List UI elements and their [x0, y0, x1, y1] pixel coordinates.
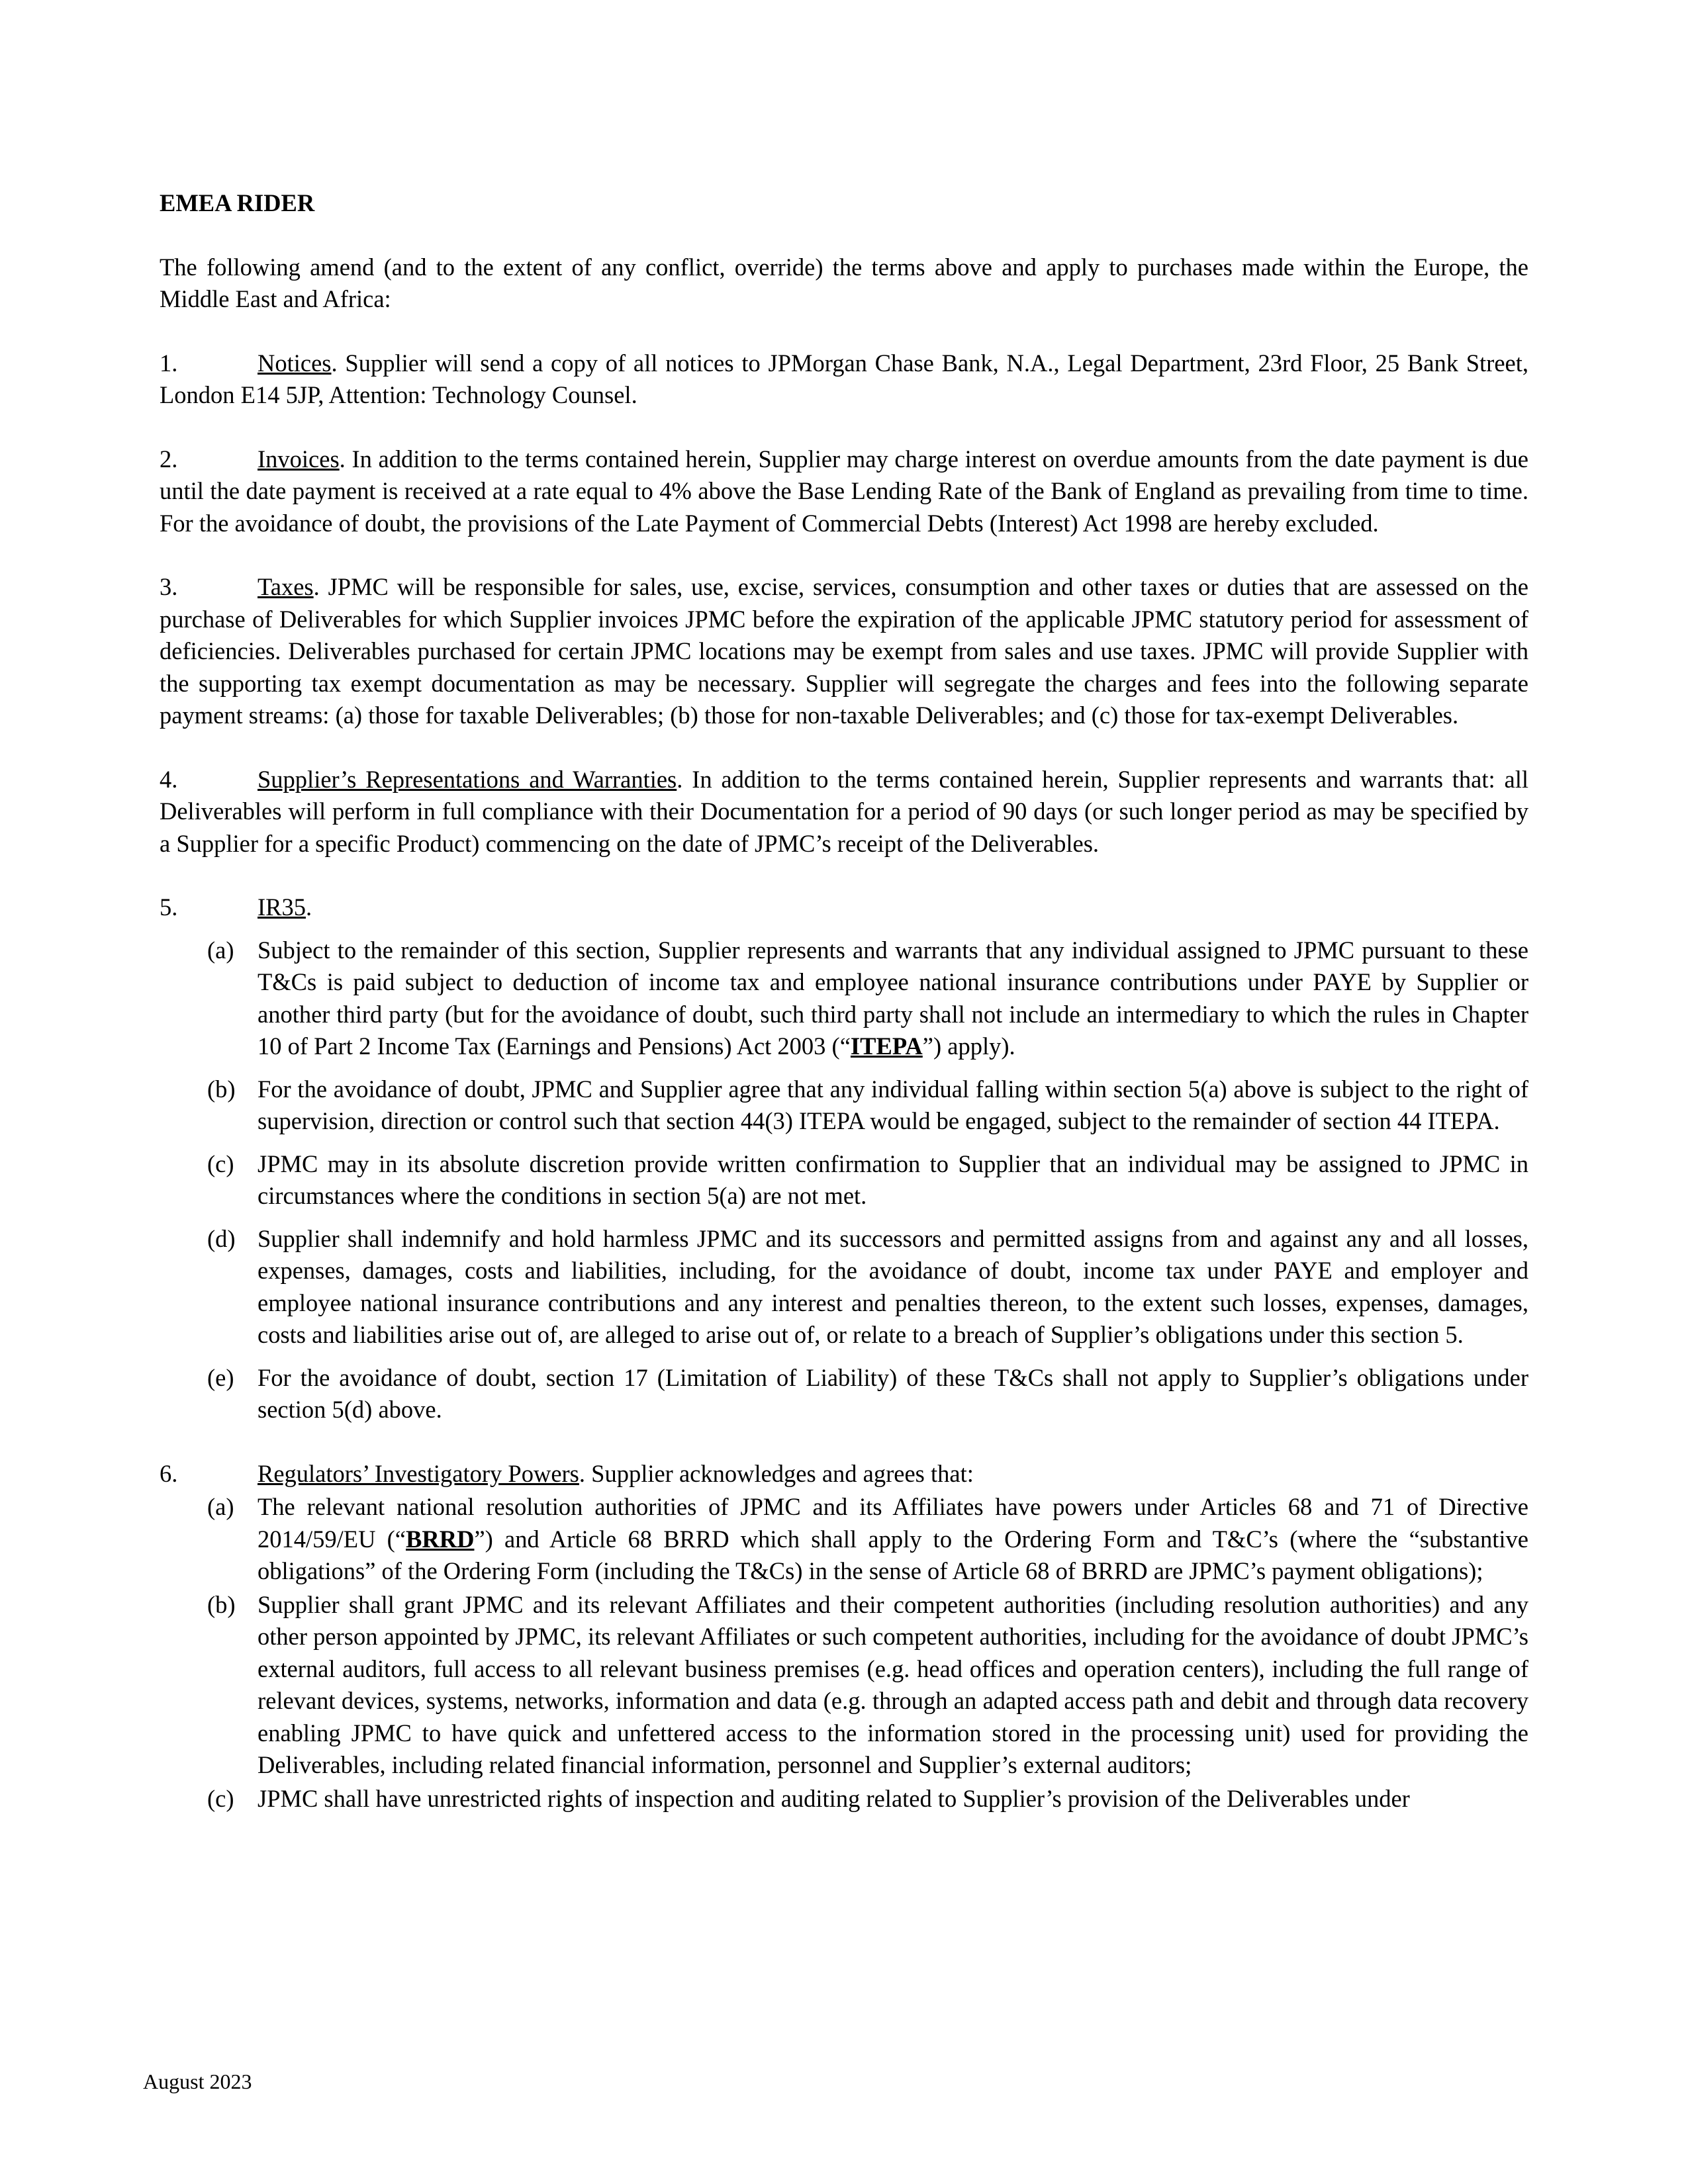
subsection-label: (a) [207, 936, 234, 964]
section-text: . Supplier acknowledges and agrees that: [579, 1459, 974, 1487]
section-heading: Invoices [258, 445, 340, 473]
section-number: 3. [160, 573, 178, 600]
section-4-warranties [160, 764, 1528, 860]
section-number: 1. [160, 349, 178, 377]
section-3-taxes [160, 571, 1528, 732]
section-text: . In addition to the terms contained herein, Supplier represents and warrants that: all Deliverables will perform in full compliance with their Documentation for a period of 90 days (or such longer period as may be specified by a Supplier for a specific Product) commencing on the date of JPMC’s receipt of the Deliverables. [160, 765, 1528, 857]
section-heading: Supplier’s Representations and Warranties [258, 765, 677, 793]
subsection-text: Supplier shall grant JPMC and its relevant Affiliates and their competent authorities (including resolution authorities) and any other person appointed by JPMC, its relevant Affiliates or such competent authorities, including for the avoidance of doubt JPMC’s external auditors, full access to all relevant business premises (e.g. head offices and operation centers), including the full range of relevant devices, systems, networks, information and data (e.g. through an adapted access path and debit and through data recovery enabling JPMC to have quick and unfettered access to the information stored in the processing unit) used for providing the Deliverables, including related financial information, personnel and Supplier’s external auditors; [258, 1590, 1528, 1778]
subsection-5d [160, 1223, 1528, 1351]
subsection-5c [160, 1148, 1528, 1212]
subsection-label: (c) [207, 1150, 234, 1177]
section-text: . Supplier will send a copy of all notices to JPMorgan Chase Bank, N.A., Legal Department, 23rd Floor, 25 Bank Street, London E14 5JP, Attention: Technology Counsel. [160, 349, 1528, 408]
section-heading: Taxes [258, 573, 314, 600]
section-number: 2. [160, 445, 178, 473]
section-number: 5. [160, 893, 178, 921]
document-body [160, 187, 1528, 1815]
section-2-invoices [160, 443, 1528, 540]
document-title: EMEA RIDER [160, 189, 315, 216]
intro-paragraph: The following amend (and to the extent of any conflict, override) the terms above and apply to purchases made within the Europe, the Middle East and Africa: [160, 253, 1528, 312]
subsection-text: For the avoidance of doubt, JPMC and Supplier agree that any individual falling within section 5(a) above is subject to the right of supervision, direction or control such that section 44(3) ITEPA would be engaged, subject to the remainder of section 44 ITEPA. [258, 1075, 1528, 1134]
defined-term-itepa: ITEPA [850, 1032, 923, 1060]
subsection-label: (d) [207, 1224, 236, 1252]
subsection-5a [160, 934, 1528, 1063]
subsection-label: (e) [207, 1363, 234, 1391]
section-6-regulators [160, 1458, 1528, 1490]
defined-term-brrd: BRRD [406, 1525, 475, 1553]
section-number: 4. [160, 765, 178, 793]
subsection-5b [160, 1073, 1528, 1138]
subsection-6a [160, 1491, 1528, 1588]
subsection-label: (a) [207, 1493, 234, 1520]
section-5-ir35 [160, 891, 1528, 924]
subsection-text: For the avoidance of doubt, section 17 (Limitation of Liability) of these T&Cs shall not apply to Supplier’s obligations under section 5(d) above. [258, 1363, 1528, 1423]
subsection-6c [160, 1783, 1528, 1815]
subsection-text: JPMC shall have unrestricted rights of inspection and auditing related to Supplier’s provision of the Deliverables under [258, 1784, 1410, 1812]
subsection-text-tail: ”) and Article 68 BRRD which shall apply to the Ordering Form and T&C’s (where the “substantive obligations” of the Ordering Form (including the T&Cs) in the sense of Article 68 of BRRD are JPMC’s payment obligations); [258, 1525, 1528, 1584]
subsection-label: (b) [207, 1075, 236, 1103]
subsection-5e [160, 1362, 1528, 1426]
subsection-text-tail: ”) apply). [922, 1032, 1015, 1060]
subsection-text: Subject to the remainder of this section, Supplier represents and warrants that any individual assigned to JPMC pursuant to these T&Cs is paid subject to deduction of income tax and employee national insurance contributions under PAYE by Supplier or another third party (but for the avoidance of doubt, such third party shall not include an intermediary to which the rules in Chapter 10 of Part 2 Income Tax (Earnings and Pensions) Act 2003 (“ [258, 936, 1528, 1060]
section-heading: IR35 [258, 893, 306, 921]
section-text: . JPMC will be responsible for sales, use, excise, services, consumption and other taxes or duties that are assessed on the purchase of Deliverables for which Supplier invoices JPMC before the expiration of the applicable JPMC statutory period for assessment of deficiencies. Deliverables purchased for certain JPMC locations may be exempt from sales and use taxes. JPMC will provide Supplier with the supporting tax exempt documentation as may be necessary. Supplier will segregate the charges and fees into the following separate payment streams: (a) those for taxable Deliverables; (b) those for non-taxable Deliverables; and (c) those for tax-exempt Deliverables. [160, 573, 1528, 729]
subsection-label: (c) [207, 1784, 234, 1812]
subsection-text: Supplier shall indemnify and hold harmless JPMC and its successors and permitted assigns from and against any and all losses, expenses, damages, costs and liabilities, including, for the avoidance of doubt, income tax under PAYE and employer and employee national insurance contributions and any interest and penalties thereon, to the extent such losses, expenses, damages, costs and liabilities arise out of, are alleged to arise out of, or relate to a breach of Supplier’s obligations under this section 5. [258, 1224, 1528, 1348]
subsection-text: JPMC may in its absolute discretion provide written confirmation to Supplier that an individual may be assigned to JPMC in circumstances where the conditions in section 5(a) are not met. [258, 1150, 1528, 1209]
section-heading: Regulators’ Investigatory Powers [258, 1459, 579, 1487]
section-number: 6. [160, 1459, 178, 1487]
section-heading: Notices [258, 349, 332, 377]
section-text: . In addition to the terms contained herein, Supplier may charge interest on overdue amounts from the date payment is due until the date payment is received at a rate equal to 4% above the Base Lending Rate of the Bank of England as prevailing from time to time. For the avoidance of doubt, the provisions of the Late Payment of Commercial Debts (Interest) Act 1998 are hereby excluded. [160, 445, 1528, 537]
subsection-text: The relevant national resolution authorities of JPMC and its Affiliates have powers under Articles 68 and 71 of Directive 2014/59/EU (“ [258, 1493, 1528, 1553]
subsection-6b [160, 1589, 1528, 1782]
section-1-notices [160, 347, 1528, 412]
subsection-label: (b) [207, 1590, 236, 1618]
page-footer-date: August 2023 [143, 2070, 252, 2093]
section-text: . [306, 893, 312, 921]
